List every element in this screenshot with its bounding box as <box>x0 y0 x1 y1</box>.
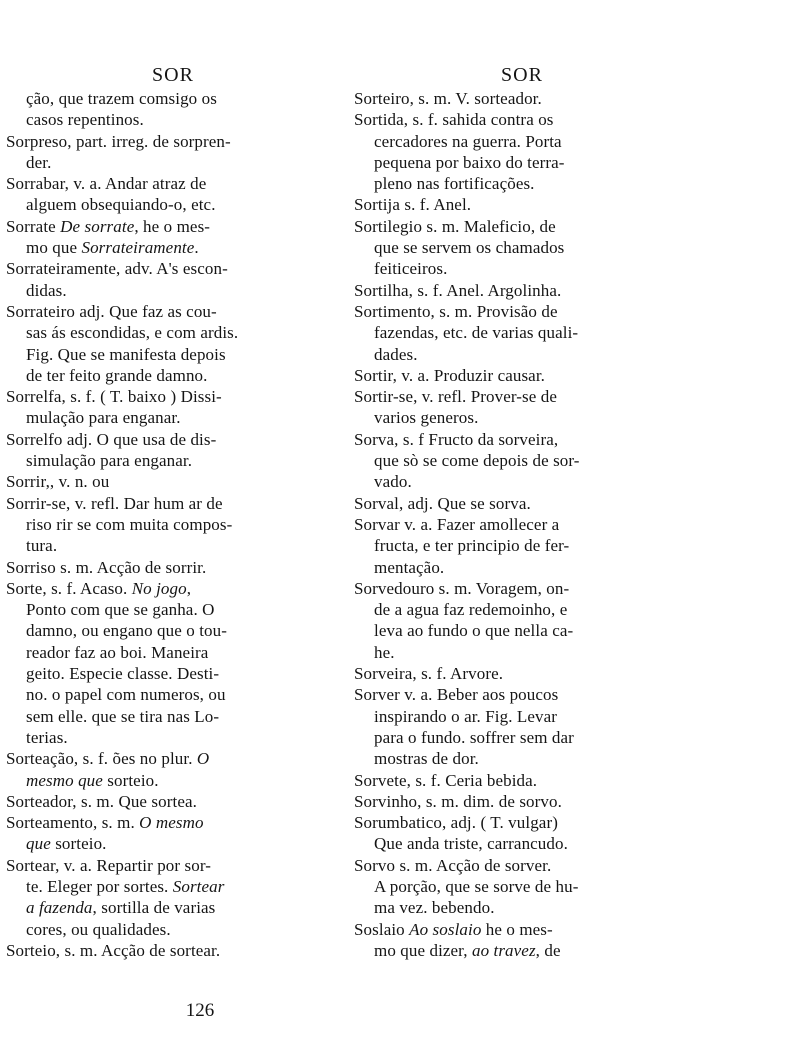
text-line: he. <box>374 642 395 662</box>
text-line: cercadores na guerra. Porta <box>374 131 562 151</box>
text-line: mulação para enganar. <box>26 408 181 428</box>
text-line: Que anda triste, carrancudo. <box>374 834 568 854</box>
text-line: Sorteação, s. f. ões no plur. O <box>6 749 210 769</box>
text-line: mo que Sorrateiramente. <box>26 238 199 258</box>
text-line: Sortir-se, v. refl. Prover-se de <box>354 387 557 407</box>
text-line: Sorumbatico, adj. ( T. vulgar) <box>354 813 558 833</box>
left-column <box>6 62 340 961</box>
right-running-head: SOR <box>501 64 543 86</box>
text-line: que sorteio. <box>26 834 107 854</box>
text-line: mostras de dor. <box>374 749 479 769</box>
text-line: Sorpreso, part. irreg. de sorpren- <box>6 131 231 151</box>
text-line: A porção, que se sorve de hu- <box>374 876 579 896</box>
text-line: Sorteador, s. m. Que sortea. <box>6 791 197 811</box>
text-line: inspirando o ar. Fig. Levar <box>374 706 558 726</box>
text-line: Sorriso s. m. Acção de sorrir. <box>6 557 207 577</box>
right-entries <box>354 88 690 961</box>
text-line: Sorrateiro adj. Que faz as cou- <box>6 301 217 321</box>
text-line: alguem obsequiando-o, etc. <box>26 195 216 215</box>
text-line: ma vez. bebendo. <box>374 898 495 918</box>
text-line: para o fundo. soffrer sem dar <box>374 727 574 747</box>
text-line: Sorvar v. a. Fazer amollecer a <box>354 514 560 534</box>
text-line: Sorteamento, s. m. O mesmo <box>6 813 204 833</box>
text-line: Sortilha, s. f. Anel. Argolinha. <box>354 280 562 300</box>
text-line: riso rir se com muita compos- <box>26 514 233 534</box>
text-line: de a agua faz redemoinho, e <box>374 600 568 620</box>
text-line: te. Eleger por sortes. Sortear <box>26 876 225 896</box>
text-line: Sorver v. a. Beber aos poucos <box>354 685 559 705</box>
text-line: mentação. <box>374 557 445 577</box>
left-running-head: SOR <box>152 64 194 86</box>
text-line: que sò se come depois de sor- <box>374 451 580 471</box>
text-line: Sortida, s. f. sahida contra os <box>354 110 554 130</box>
text-line: no. o papel com numeros, ou <box>26 685 226 705</box>
text-line: feiticeiros. <box>374 259 448 279</box>
text-line: Sorveira, s. f. Arvore. <box>354 664 504 684</box>
right-column <box>354 62 690 961</box>
text-line: der. <box>26 152 52 172</box>
text-line: Soslaio Ao soslaio he o mes- <box>354 919 553 939</box>
text-line: Sorrateiramente, adv. A's escon- <box>6 259 228 279</box>
text-line: damno, ou engano que o tou- <box>26 621 227 641</box>
text-line: Sorrate De sorrate, he o mes- <box>6 216 211 236</box>
text-line: dades. <box>374 344 418 364</box>
text-line: simulação para enganar. <box>26 451 193 471</box>
text-line: cores, ou qualidades. <box>26 919 171 939</box>
text-line: Sortija s. f. Anel. <box>354 195 472 215</box>
text-line: a fazenda, sortilla de varias <box>26 898 216 918</box>
text-line: tura. <box>26 536 58 556</box>
text-line: vado. <box>374 472 412 492</box>
text-line: mo que dizer, ao travez, de <box>374 940 561 960</box>
page-number: 126 <box>185 1000 215 1021</box>
text-line: Sorteio, s. m. Acção de sortear. <box>6 940 221 960</box>
text-line: casos repentinos. <box>26 110 144 130</box>
text-line: Sorrir,, v. n. ou <box>6 472 110 492</box>
text-line: Sorva, s. f Fructo da sorveira, <box>354 429 559 449</box>
text-line: Sorvete, s. f. Ceria bebida. <box>354 770 538 790</box>
text-line: varios generos. <box>374 408 479 428</box>
text-line: Sorrir-se, v. refl. Dar hum ar de <box>6 493 223 513</box>
text-line: Sorvinho, s. m. dim. de sorvo. <box>354 791 562 811</box>
text-line: mesmo que sorteio. <box>26 770 159 790</box>
text-line: Sorteiro, s. m. V. sorteador. <box>354 89 542 108</box>
text-line: reador faz ao boi. Maneira <box>26 642 209 662</box>
text-line: pleno nas fortificações. <box>374 174 535 194</box>
text-line: Fig. Que se manifesta depois <box>26 344 226 364</box>
text-line: Sorrelfo adj. O que usa de dis- <box>6 429 217 449</box>
text-line: Sorrabar, v. a. Andar atraz de <box>6 174 207 194</box>
text-line: fazendas, etc. de varias quali- <box>374 323 579 343</box>
text-line: Sortimento, s. m. Provisão de <box>354 301 558 321</box>
text-line: leva ao fundo o que nella ca- <box>374 621 574 641</box>
text-line: Sortir, v. a. Produzir causar. <box>354 365 546 385</box>
text-line: Ponto com que se ganha. O <box>26 600 215 620</box>
text-line: que se servem os chamados <box>374 238 565 258</box>
text-line: Sorrelfa, s. f. ( T. baixo ) Dissi- <box>6 387 222 407</box>
left-entries <box>6 88 340 961</box>
text-line: didas. <box>26 280 67 300</box>
text-line: ção, que trazem comsigo os <box>26 89 217 108</box>
text-line: Sorval, adj. Que se sorva. <box>354 493 531 513</box>
text-line: Sorte, s. f. Acaso. No jogo, <box>6 578 192 598</box>
text-line: de ter feito grande damno. <box>26 365 208 385</box>
text-line: Sortilegio s. m. Maleficio, de <box>354 216 556 236</box>
text-line: Sorvo s. m. Acção de sorver. <box>354 855 552 875</box>
text-line: sas ás escondidas, e com ardis. <box>26 323 239 343</box>
text-line: Sorvedouro s. m. Voragem, on- <box>354 578 570 598</box>
text-line: sem elle. que se tira nas Lo- <box>26 706 220 726</box>
text-line: Sortear, v. a. Repartir por sor- <box>6 855 212 875</box>
text-line: terias. <box>26 727 68 747</box>
text-line: geito. Especie classe. Desti- <box>26 664 220 684</box>
text-line: pequena por baixo do terra- <box>374 152 565 172</box>
text-line: fructa, e ter principio de fer- <box>374 536 570 556</box>
